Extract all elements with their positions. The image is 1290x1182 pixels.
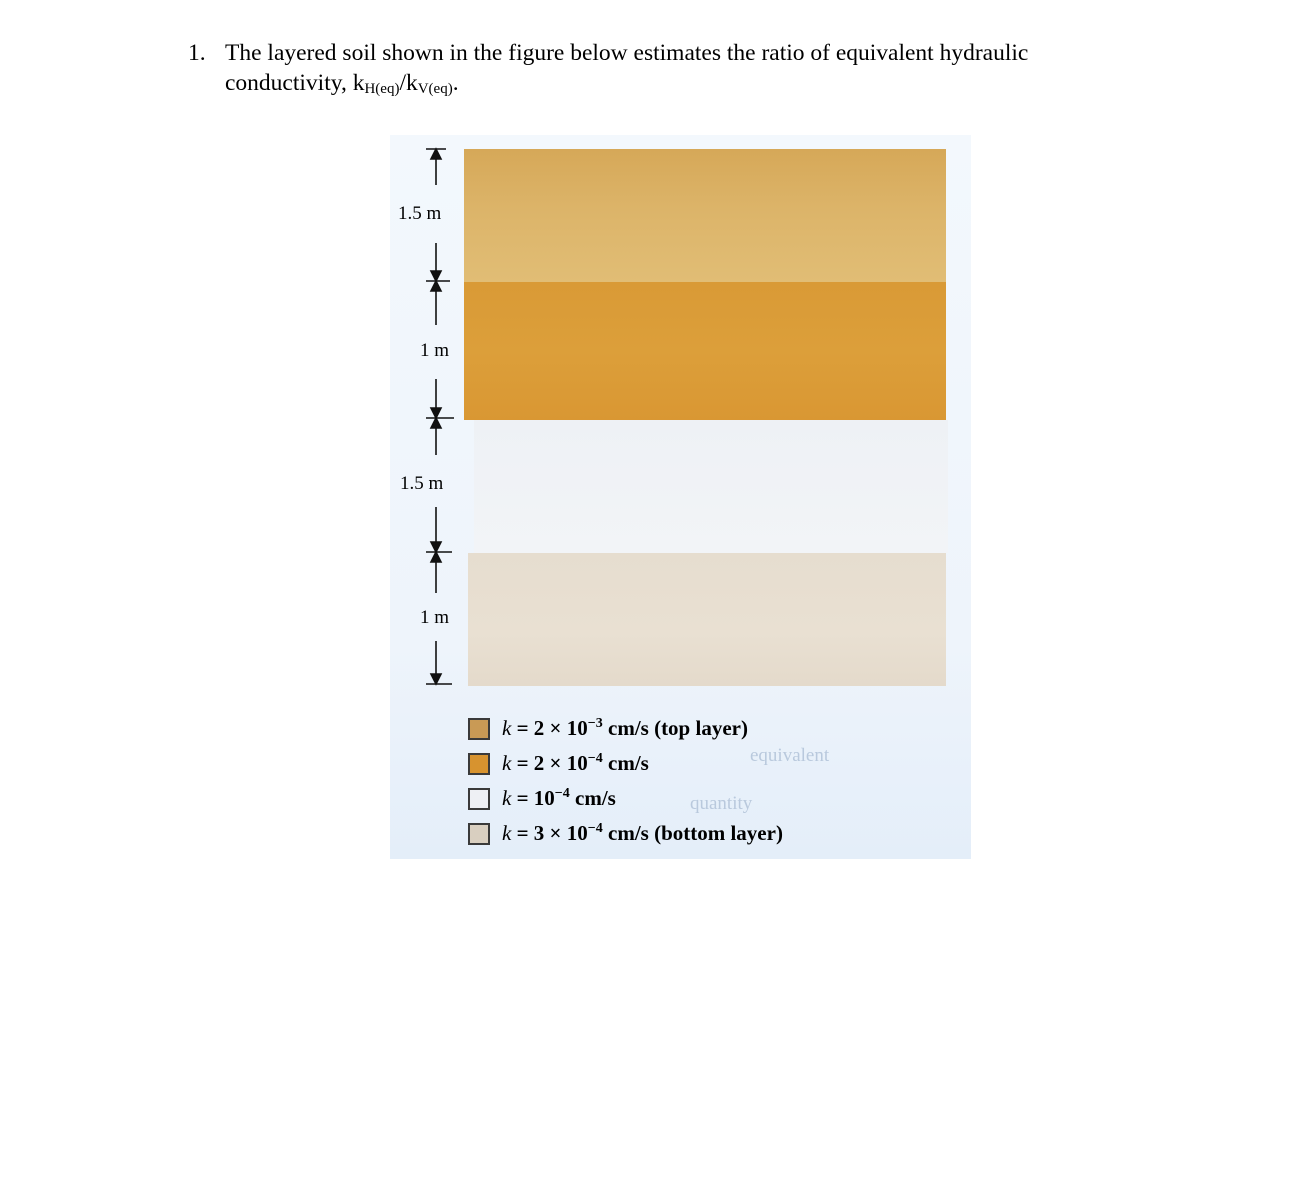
arrow-up-icon	[431, 149, 441, 159]
question-line-2-prefix: conductivity, k	[225, 70, 365, 96]
soil-layer-2	[464, 282, 946, 420]
question-line-1: The layered soil shown in the figure below estimates the ratio of equivalent hydraulic	[225, 40, 1029, 66]
dimension-label: 1 m	[420, 607, 450, 628]
arrow-up-icon	[431, 552, 441, 562]
dimension-label: 1.5 m	[400, 473, 444, 494]
show-through-text: equivalent	[750, 745, 830, 766]
legend-label: $k = 2 \times 10^{-4}$ cm/s	[502, 751, 649, 775]
legend-swatch	[468, 718, 490, 740]
legend-label: $k = 2 \times 10^{-3}$ cm/s (top layer)	[502, 716, 748, 740]
question-slash-k: /k	[399, 70, 418, 96]
legend-label: $k = 10^{-4}$ cm/s	[502, 786, 616, 810]
question-end: .	[452, 70, 459, 96]
question-text	[225, 38, 1148, 104]
soil-layer-1	[464, 149, 946, 282]
soil-layer-3	[474, 420, 948, 553]
legend-item	[468, 781, 783, 816]
legend-item	[468, 816, 783, 851]
dimension-label: 1.5 m	[398, 203, 442, 224]
show-through-text: quantity	[690, 793, 753, 814]
question-block	[188, 38, 1148, 104]
soil-profile-figure	[390, 135, 971, 859]
legend	[468, 711, 783, 851]
arrow-up-icon	[431, 281, 441, 291]
legend-swatch	[468, 788, 490, 810]
legend-label: $k = 3 \times 10^{-4}$ cm/s (bottom layer)	[502, 821, 783, 845]
subscript-h-eq: H(eq)	[364, 81, 400, 97]
legend-swatch	[468, 823, 490, 845]
legend-item	[468, 711, 783, 746]
legend-swatch	[468, 753, 490, 775]
soil-layer-4	[468, 553, 946, 686]
arrow-up-icon	[431, 418, 441, 428]
question-line-2	[225, 70, 459, 96]
legend-item	[468, 746, 783, 781]
dimension-label: 1 m	[420, 340, 450, 361]
subscript-v-eq: V(eq)	[417, 81, 453, 97]
arrow-down-icon	[431, 674, 441, 684]
question-number: 1.	[188, 40, 206, 66]
